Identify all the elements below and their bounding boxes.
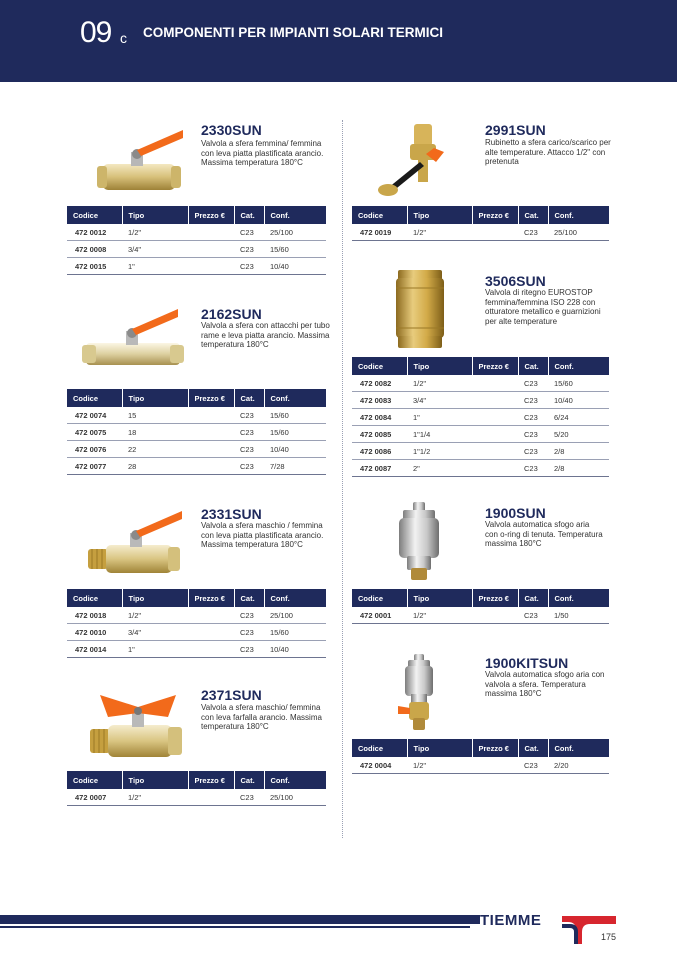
- product-table: [352, 739, 609, 774]
- ball-valve-butterfly-icon: [88, 683, 188, 765]
- cell-tipo: 1/2": [122, 607, 188, 624]
- cell-tipo: 1/2": [122, 789, 188, 806]
- column-header-codice: Codice: [67, 771, 122, 789]
- cell-codice: 472 0074: [67, 407, 122, 424]
- cell-codice: 472 0076: [67, 441, 122, 458]
- cell-conf: 2/20: [548, 757, 609, 774]
- cell-conf: 2/8: [548, 443, 609, 460]
- table-header-row: [352, 589, 609, 607]
- column-header-conf: Conf.: [548, 589, 609, 607]
- table-row: [352, 392, 609, 409]
- cell-codice: 472 0075: [67, 424, 122, 441]
- product-description: Valvola automatica sfogo aria con o-ring di tenuta. Temperatura massima 180°C: [485, 520, 603, 548]
- cell-prezzo: [472, 757, 518, 774]
- product-description: Valvola di ritegno EUROSTOP femmina/femmina ISO 228 con otturatore metallico e guarnizioni per alte temperature: [485, 288, 601, 326]
- table-row: [67, 641, 326, 658]
- cell-tipo: 1/2": [407, 375, 472, 392]
- cell-conf: 15/60: [548, 375, 609, 392]
- cell-tipo: 1": [122, 258, 188, 275]
- column-header-codice: Codice: [352, 739, 407, 757]
- column-header-codice: Codice: [352, 206, 407, 224]
- cell-prezzo: [472, 409, 518, 426]
- cell-prezzo: [188, 407, 234, 424]
- column-header-conf: Conf.: [264, 206, 326, 224]
- column-header-prezzo: Prezzo €: [472, 589, 518, 607]
- cell-conf: 25/100: [264, 789, 326, 806]
- cell-tipo: 1/2": [407, 607, 472, 624]
- cell-codice: 472 0015: [67, 258, 122, 275]
- cell-tipo: 28: [122, 458, 188, 475]
- column-header-conf: Conf.: [264, 389, 326, 407]
- page-number: 175: [601, 932, 617, 942]
- table-row: [67, 441, 326, 458]
- cell-tipo: 1/2": [407, 757, 472, 774]
- cell-prezzo: [188, 258, 234, 275]
- product-name: 2162SUN: [201, 306, 262, 322]
- product-description: Valvola a sfera femmina/ femmina con leva piatta plastificata arancio. Massima temperatura 180°C: [201, 139, 324, 167]
- cell-codice: 472 0087: [352, 460, 407, 477]
- air-vent-kit-icon: [392, 652, 448, 732]
- cell-prezzo: [472, 426, 518, 443]
- product-description: Valvola a sfera maschio / femmina con leva piatta plastificata arancio. Massima temperatura 180°C: [201, 521, 324, 549]
- column-header-tipo: Tipo: [407, 357, 472, 375]
- column-header-prezzo: Prezzo €: [188, 389, 234, 407]
- table-header-row: [67, 589, 326, 607]
- column-header-tipo: Tipo: [122, 206, 188, 224]
- column-header-tipo: Tipo: [407, 206, 472, 224]
- ball-valve-female-icon: [85, 122, 185, 197]
- cell-conf: 25/100: [264, 224, 326, 241]
- cell-cat: C23: [234, 224, 264, 241]
- table-row: [67, 624, 326, 641]
- cell-tipo: 3/4": [122, 624, 188, 641]
- cell-cat: C23: [518, 460, 548, 477]
- table-header-row: [67, 389, 326, 407]
- cell-conf: 7/28: [264, 458, 326, 475]
- product-table: [67, 206, 326, 275]
- product-description: Valvola automatica sfogo aria con valvola a sfera. Temperatura massima 180°C: [485, 670, 605, 698]
- product-description: Valvola a sfera maschio/ femmina con leva farfalla arancio. Massima temperatura 180°C: [201, 703, 322, 731]
- cell-prezzo: [188, 624, 234, 641]
- cell-prezzo: [472, 224, 518, 241]
- column-header-codice: Codice: [67, 389, 122, 407]
- cell-cat: C23: [518, 392, 548, 409]
- cell-conf: 10/40: [264, 258, 326, 275]
- table-row: [67, 224, 326, 241]
- cell-cat: C23: [234, 458, 264, 475]
- cell-codice: 472 0007: [67, 789, 122, 806]
- column-header-tipo: Tipo: [407, 739, 472, 757]
- product-name: 2331SUN: [201, 506, 262, 522]
- column-header-codice: Codice: [67, 589, 122, 607]
- page-title: COMPONENTI PER IMPIANTI SOLARI TERMICI: [143, 25, 444, 40]
- cell-tipo: 18: [122, 424, 188, 441]
- cell-conf: 15/60: [264, 424, 326, 441]
- cell-tipo: 3/4": [407, 392, 472, 409]
- cell-codice: 472 0012: [67, 224, 122, 241]
- cell-codice: 472 0008: [67, 241, 122, 258]
- cell-conf: 25/100: [264, 607, 326, 624]
- column-header-cat: Cat.: [234, 771, 264, 789]
- table-row: [67, 241, 326, 258]
- table-row: [352, 757, 609, 774]
- cell-cat: C23: [518, 409, 548, 426]
- column-header-cat: Cat.: [234, 389, 264, 407]
- product-table: [352, 357, 609, 477]
- cell-prezzo: [188, 241, 234, 258]
- cell-codice: 472 0001: [352, 607, 407, 624]
- cell-cat: C23: [234, 441, 264, 458]
- cell-prezzo: [472, 443, 518, 460]
- cell-prezzo: [188, 458, 234, 475]
- drain-valve-icon: [370, 118, 460, 200]
- column-header-prezzo: Prezzo €: [472, 739, 518, 757]
- product-table: [67, 589, 326, 658]
- cell-cat: C23: [234, 241, 264, 258]
- cell-prezzo: [188, 441, 234, 458]
- product-description: Valvola a sfera con attacchi per tubo rame e leva piatta arancio. Massima temperatura 180°C: [201, 321, 330, 349]
- cell-prezzo: [472, 607, 518, 624]
- air-vent-valve-icon: [385, 500, 455, 584]
- column-header-cat: Cat.: [234, 589, 264, 607]
- column-header-prezzo: Prezzo €: [188, 589, 234, 607]
- cell-codice: 472 0077: [67, 458, 122, 475]
- cell-tipo: 1"1/2: [407, 443, 472, 460]
- cell-codice: 472 0018: [67, 607, 122, 624]
- cell-cat: C23: [234, 641, 264, 658]
- column-header-conf: Conf.: [548, 357, 609, 375]
- cell-tipo: 1": [122, 641, 188, 658]
- cell-codice: 472 0010: [67, 624, 122, 641]
- cell-codice: 472 0014: [67, 641, 122, 658]
- product-name: 2991SUN: [485, 122, 546, 138]
- table-row: [67, 458, 326, 475]
- product-name: 1900KITSUN: [485, 655, 569, 671]
- table-row: [352, 375, 609, 392]
- cell-cat: C23: [234, 607, 264, 624]
- column-header-prezzo: Prezzo €: [188, 206, 234, 224]
- table-row: [352, 409, 609, 426]
- check-valve-icon: [380, 266, 460, 352]
- column-header-conf: Conf.: [548, 206, 609, 224]
- column-header-conf: Conf.: [548, 739, 609, 757]
- table-header-row: [67, 771, 326, 789]
- cell-tipo: 1/2": [122, 224, 188, 241]
- table-row: [67, 607, 326, 624]
- cell-tipo: 3/4": [122, 241, 188, 258]
- cell-tipo: 1": [407, 409, 472, 426]
- column-header-prezzo: Prezzo €: [188, 771, 234, 789]
- cell-cat: C23: [518, 443, 548, 460]
- table-row: [67, 258, 326, 275]
- column-header-cat: Cat.: [518, 206, 548, 224]
- cell-codice: 472 0019: [352, 224, 407, 241]
- cell-codice: 472 0084: [352, 409, 407, 426]
- cell-conf: 15/60: [264, 407, 326, 424]
- cell-tipo: 15: [122, 407, 188, 424]
- cell-conf: 6/24: [548, 409, 609, 426]
- cell-cat: C23: [518, 757, 548, 774]
- cell-conf: 1/50: [548, 607, 609, 624]
- chapter-number: 09: [80, 16, 112, 49]
- cell-prezzo: [472, 460, 518, 477]
- column-header-cat: Cat.: [234, 206, 264, 224]
- cell-codice: 472 0082: [352, 375, 407, 392]
- table-row: [352, 443, 609, 460]
- cell-prezzo: [188, 424, 234, 441]
- cell-prezzo: [188, 789, 234, 806]
- cell-cat: C23: [518, 224, 548, 241]
- cell-prezzo: [188, 607, 234, 624]
- column-header-tipo: Tipo: [122, 589, 188, 607]
- column-header-codice: Codice: [67, 206, 122, 224]
- column-header-prezzo: Prezzo €: [472, 357, 518, 375]
- product-table: [67, 389, 326, 475]
- cell-conf: 5/20: [548, 426, 609, 443]
- ball-valve-male-female-icon: [84, 503, 184, 583]
- cell-conf: 25/100: [548, 224, 609, 241]
- ball-valve-copper-icon: [78, 303, 188, 373]
- chapter-suffix: c: [120, 30, 127, 46]
- cell-tipo: 1"1/4: [407, 426, 472, 443]
- product-name: 2330SUN: [201, 122, 262, 138]
- cell-conf: 15/60: [264, 624, 326, 641]
- product-table: [352, 589, 609, 624]
- cell-cat: C23: [234, 258, 264, 275]
- column-header-cat: Cat.: [518, 739, 548, 757]
- table-header-row: [67, 206, 326, 224]
- column-header-prezzo: Prezzo €: [472, 206, 518, 224]
- table-row: [352, 224, 609, 241]
- table-header-row: [352, 206, 609, 224]
- cell-conf: 10/40: [548, 392, 609, 409]
- cell-cat: C23: [234, 424, 264, 441]
- column-header-tipo: Tipo: [407, 589, 472, 607]
- cell-conf: 2/8: [548, 460, 609, 477]
- cell-conf: 10/40: [264, 641, 326, 658]
- product-table: [352, 206, 609, 241]
- cell-conf: 10/40: [264, 441, 326, 458]
- cell-cat: C23: [518, 375, 548, 392]
- product-name: 2371SUN: [201, 687, 262, 703]
- column-header-cat: Cat.: [518, 589, 548, 607]
- cell-prezzo: [472, 375, 518, 392]
- column-header-conf: Conf.: [264, 771, 326, 789]
- footer-line: [0, 926, 470, 928]
- table-row: [352, 426, 609, 443]
- page-header: [0, 0, 677, 82]
- cell-tipo: 2": [407, 460, 472, 477]
- cell-prezzo: [188, 641, 234, 658]
- product-description: Rubinetto a sfera carico/scarico per alte temperature. Attacco 1/2" con pretenuta: [485, 138, 611, 166]
- table-row: [352, 460, 609, 477]
- cell-codice: 472 0086: [352, 443, 407, 460]
- cell-tipo: 22: [122, 441, 188, 458]
- cell-cat: C23: [518, 426, 548, 443]
- cell-tipo: 1/2": [407, 224, 472, 241]
- table-row: [67, 424, 326, 441]
- cell-codice: 472 0004: [352, 757, 407, 774]
- column-header-codice: Codice: [352, 357, 407, 375]
- column-header-cat: Cat.: [518, 357, 548, 375]
- cell-cat: C23: [518, 607, 548, 624]
- product-table: [67, 771, 326, 806]
- cell-cat: C23: [234, 624, 264, 641]
- cell-prezzo: [188, 224, 234, 241]
- table-row: [67, 789, 326, 806]
- cell-codice: 472 0085: [352, 426, 407, 443]
- table-row: [352, 607, 609, 624]
- brand-logo-text: TIEMME: [480, 912, 542, 929]
- product-name: 3506SUN: [485, 273, 546, 289]
- table-header-row: [352, 739, 609, 757]
- product-name: 1900SUN: [485, 505, 546, 521]
- cell-conf: 15/60: [264, 241, 326, 258]
- column-divider: [342, 120, 343, 838]
- cell-prezzo: [472, 392, 518, 409]
- column-header-tipo: Tipo: [122, 389, 188, 407]
- table-header-row: [352, 357, 609, 375]
- cell-codice: 472 0083: [352, 392, 407, 409]
- table-row: [67, 407, 326, 424]
- cell-cat: C23: [234, 407, 264, 424]
- column-header-codice: Codice: [352, 589, 407, 607]
- footer-bar: [0, 915, 480, 924]
- cell-cat: C23: [234, 789, 264, 806]
- column-header-tipo: Tipo: [122, 771, 188, 789]
- column-header-conf: Conf.: [264, 589, 326, 607]
